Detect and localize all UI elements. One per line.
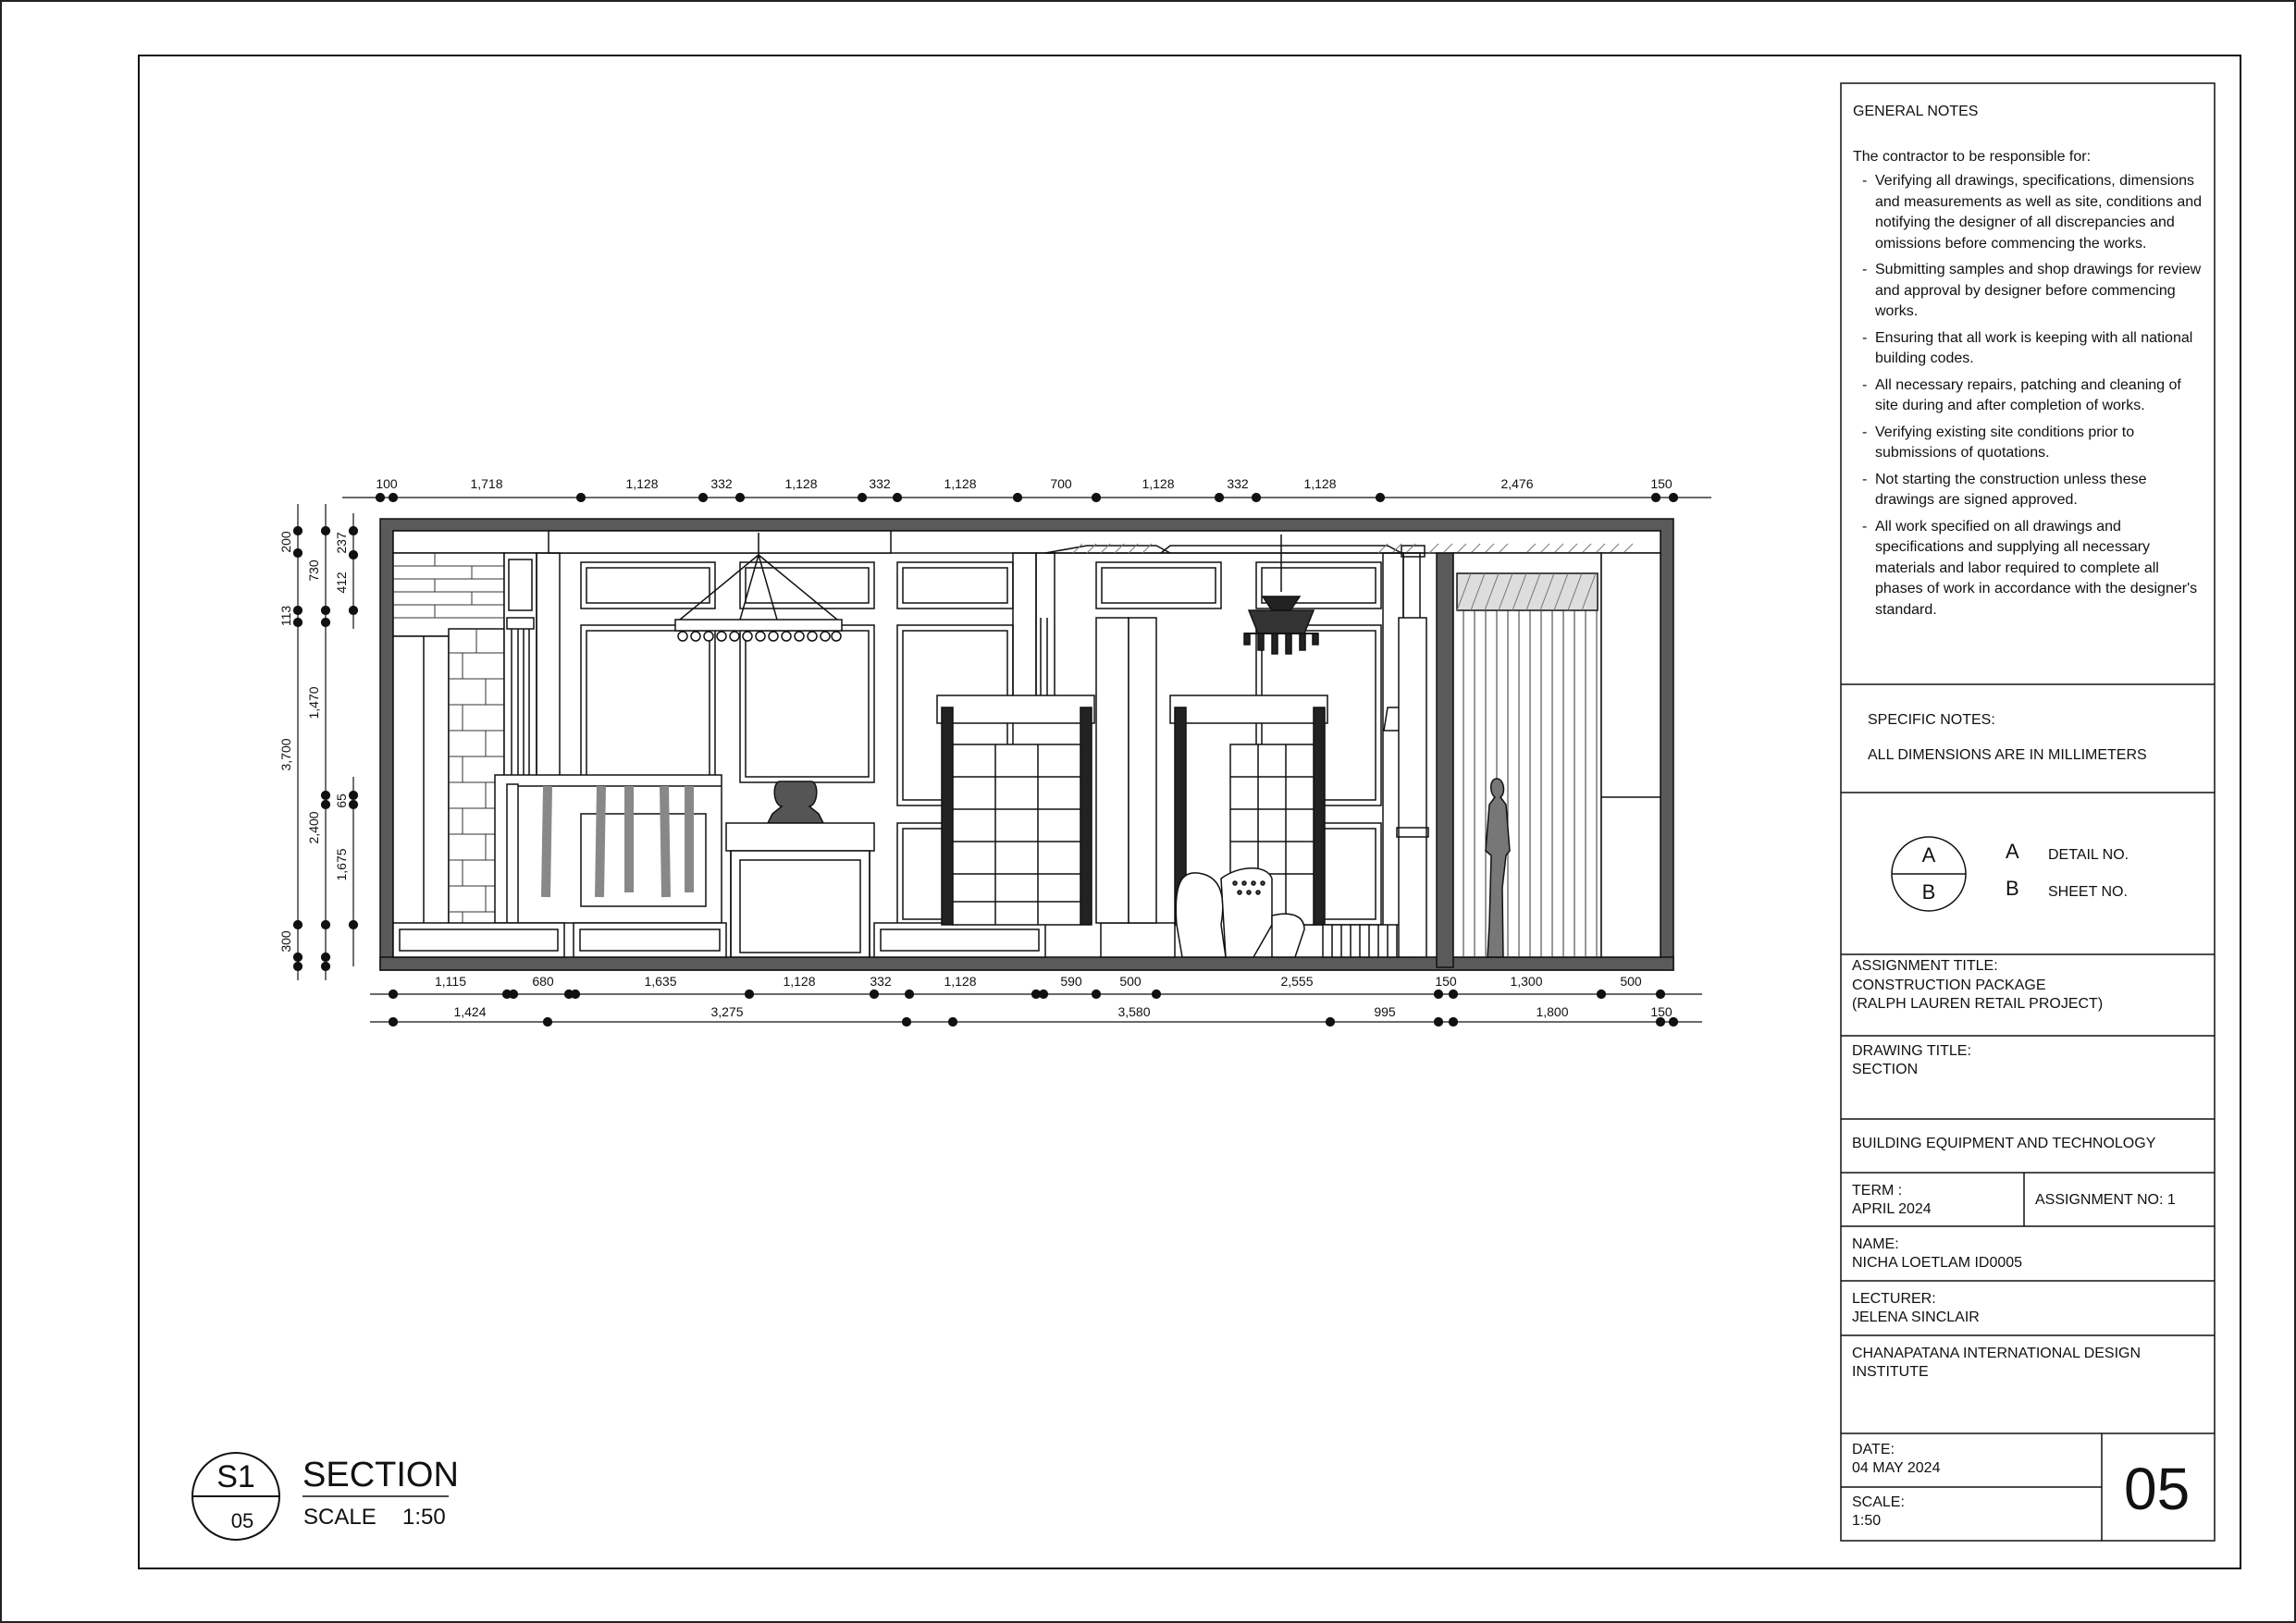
dim-label: 500	[1119, 974, 1142, 989]
dim-label: 995	[1374, 1004, 1396, 1019]
legend-sheet-label: SHEET NO.	[2048, 884, 2128, 900]
dim-label: 412	[334, 572, 349, 594]
specific-notes-text: ALL DIMENSIONS ARE IN MILLIMETERS	[1868, 747, 2147, 763]
section-elevation-drawing	[380, 519, 1673, 970]
general-note-item: - All work specified on all drawings and specifications and supplying all necessary materials and labor required to complete all phases of work in accordance with the designer's standard.	[1853, 517, 2204, 621]
legend-detail-label: DETAIL NO.	[2048, 847, 2129, 863]
assignment-title-line1: CONSTRUCTION PACKAGE	[1852, 977, 2046, 993]
section-tag-label: S1	[216, 1459, 255, 1494]
dim-label: 1,115	[435, 974, 466, 989]
dim-label: 332	[869, 476, 891, 491]
dim-label: 1,675	[334, 848, 349, 881]
dim-label: 65	[334, 793, 349, 808]
left-dim-extra	[350, 777, 358, 966]
general-notes-list	[1853, 171, 2204, 626]
section-title: SECTION	[302, 1456, 459, 1494]
legend-circle-b: B	[1921, 880, 1936, 904]
clothing-rack	[495, 775, 722, 923]
dim-label: 3,275	[710, 1004, 744, 1019]
bottom-dimension-labels-row2	[453, 1004, 1672, 1019]
dim-label: 2,555	[1280, 974, 1314, 989]
center-column	[1096, 618, 1156, 923]
assignment-title-label: ASSIGNMENT TITLE:	[1852, 958, 1998, 974]
sheet-number: 05	[2124, 1456, 2191, 1522]
dim-label: 1,128	[784, 476, 818, 491]
section-tag-sheet: 05	[230, 1509, 254, 1532]
dim-label: 1,470	[306, 686, 321, 719]
dim-label: 150	[1650, 1004, 1673, 1019]
dim-label: 700	[1050, 476, 1072, 491]
dim-label: 1,128	[625, 476, 659, 491]
dim-label: 332	[1227, 476, 1249, 491]
dim-label: 1,800	[1536, 1004, 1569, 1019]
general-note-item: - Verifying all drawings, specifications, dimensions and measurements as well as site, conditions and notifying the designer of all discrepancies and omissions before commencing the works.	[1853, 171, 2204, 254]
dim-label: 730	[306, 559, 321, 582]
dim-label: 3,580	[1117, 1004, 1151, 1019]
dim-label: 1,128	[1142, 476, 1175, 491]
dim-label: 150	[1650, 476, 1673, 491]
dim-label: 1,635	[644, 974, 677, 989]
dim-label: 300	[278, 930, 293, 953]
specific-notes-heading: SPECIFIC NOTES:	[1868, 712, 1995, 728]
top-dimension-labels	[376, 476, 1673, 491]
section-tag	[192, 1453, 459, 1540]
course-name: BUILDING EQUIPMENT AND TECHNOLOGY	[1852, 1136, 2156, 1151]
institute-line1: CHANAPATANA INTERNATIONAL DESIGN	[1852, 1346, 2142, 1361]
dim-label: 150	[1435, 974, 1457, 989]
general-notes-heading: GENERAL NOTES	[1853, 104, 1979, 119]
dim-label: 680	[532, 974, 554, 989]
dim-label: 1,128	[944, 476, 977, 491]
lecturer-value: JELENA SINCLAIR	[1852, 1309, 1980, 1325]
dim-label: 200	[278, 531, 293, 553]
institute-line2: INSTITUTE	[1852, 1364, 1929, 1380]
dim-label: 332	[710, 476, 733, 491]
legend-circle-a: A	[1921, 843, 1936, 867]
dim-label: 1,128	[944, 974, 977, 989]
section-scale-value: 1:50	[402, 1505, 446, 1530]
dim-label: 1,128	[1303, 476, 1337, 491]
lecturer-label: LECTURER:	[1852, 1291, 1936, 1307]
drawing-title-value: SECTION	[1852, 1062, 1919, 1077]
drawing-title-label: DRAWING TITLE:	[1852, 1043, 1971, 1059]
assignment-number: ASSIGNMENT NO: 1	[2035, 1192, 2176, 1208]
general-note-item: - Verifying existing site conditions prior to submissions of quotations.	[1853, 423, 2204, 464]
date-label: DATE:	[1852, 1442, 1895, 1457]
dim-label: 237	[334, 532, 349, 554]
dim-label: 500	[1620, 974, 1642, 989]
general-note-item: - Not starting the construction unless these drawings are signed approved.	[1853, 470, 2204, 511]
term-label: TERM :	[1852, 1183, 1903, 1199]
general-note-item: - All necessary repairs, patching and cleaning of site during and after completion of works.	[1853, 375, 2204, 417]
term-value: APRIL 2024	[1852, 1201, 1932, 1217]
scale-value: 1:50	[1852, 1513, 1882, 1529]
dim-label: 113	[278, 605, 293, 627]
general-note-item: - Submitting samples and shop drawings for review and approval by designer before commencing works.	[1853, 260, 2204, 323]
dim-label: 1,718	[470, 476, 503, 491]
detail-legend-symbol	[1892, 837, 1966, 911]
general-notes-intro: The contractor to be responsible for:	[1853, 149, 2092, 165]
general-note-item: - Ensuring that all work is keeping with all national building codes.	[1853, 328, 2204, 370]
scale-label: SCALE:	[1852, 1494, 1905, 1510]
left-dimension-labels	[278, 531, 349, 953]
name-label: NAME:	[1852, 1236, 1899, 1252]
bottom-dimension-labels-row1	[435, 974, 1642, 989]
dim-label: 2,476	[1500, 476, 1534, 491]
dim-label: 590	[1060, 974, 1082, 989]
legend-a-letter: A	[2006, 840, 2019, 863]
dimension-line-top	[342, 494, 1711, 502]
dim-label: 1,300	[1510, 974, 1543, 989]
dim-label: 1,424	[453, 1004, 487, 1019]
dim-label: 2,400	[306, 811, 321, 844]
assignment-title-line2: (RALPH LAUREN RETAIL PROJECT)	[1852, 996, 2104, 1012]
dim-label: 100	[376, 476, 398, 491]
dim-label: 1,128	[783, 974, 816, 989]
date-value: 04 MAY 2024	[1852, 1460, 1941, 1476]
section-scale-label: SCALE	[303, 1505, 376, 1530]
dimension-line-bottom	[370, 990, 1702, 1027]
legend-b-letter: B	[2006, 877, 2019, 900]
name-value: NICHA LOETLAM ID0005	[1852, 1255, 2023, 1271]
dim-label: 332	[870, 974, 892, 989]
dim-label: 3,700	[278, 738, 293, 771]
fitting-room-curtain	[1453, 553, 1601, 957]
